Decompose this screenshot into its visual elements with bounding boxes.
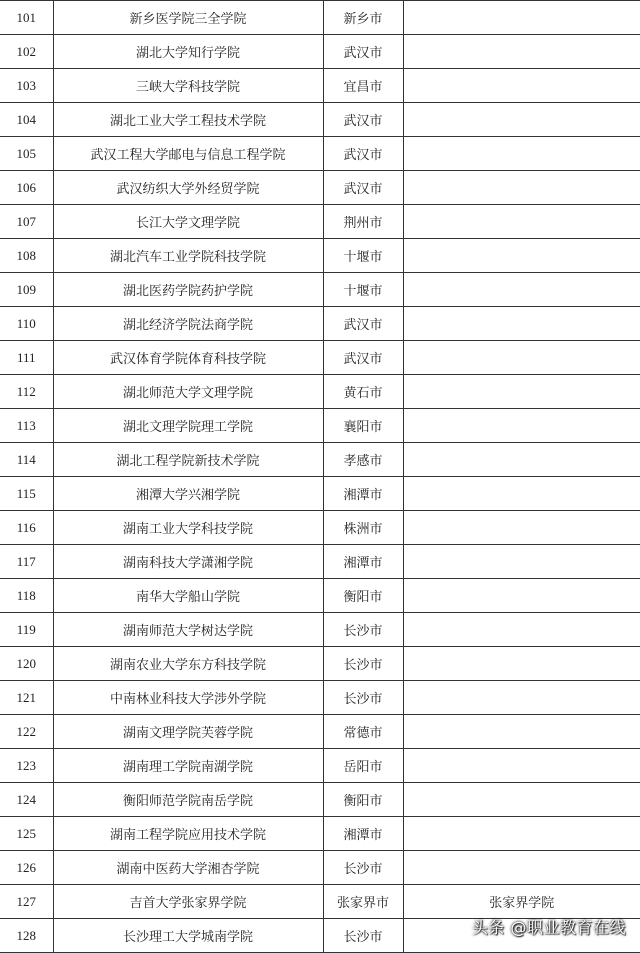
city: 长沙市 <box>323 647 403 681</box>
row-number: 120 <box>0 647 53 681</box>
city: 武汉市 <box>323 171 403 205</box>
college-name: 湖北工程学院新技术学院 <box>53 443 323 477</box>
note: 张家界学院 <box>403 885 640 919</box>
college-name: 长江大学文理学院 <box>53 205 323 239</box>
note <box>403 613 640 647</box>
college-name: 衡阳师范学院南岳学院 <box>53 783 323 817</box>
city: 衡阳市 <box>323 579 403 613</box>
note <box>403 273 640 307</box>
note <box>403 307 640 341</box>
table-row <box>0 103 640 137</box>
table-row <box>0 885 640 919</box>
note <box>403 477 640 511</box>
city: 长沙市 <box>323 681 403 715</box>
city: 湘潭市 <box>323 817 403 851</box>
college-name: 新乡医学院三全学院 <box>53 1 323 35</box>
row-number: 117 <box>0 545 53 579</box>
row-number: 106 <box>0 171 53 205</box>
table-row <box>0 375 640 409</box>
note <box>403 205 640 239</box>
table-row <box>0 69 640 103</box>
city: 十堰市 <box>323 273 403 307</box>
note <box>403 579 640 613</box>
row-number: 108 <box>0 239 53 273</box>
note <box>403 817 640 851</box>
note <box>403 69 640 103</box>
note <box>403 443 640 477</box>
college-name: 湖南中医药大学湘杏学院 <box>53 851 323 885</box>
row-number: 125 <box>0 817 53 851</box>
note <box>403 409 640 443</box>
row-number: 107 <box>0 205 53 239</box>
city: 长沙市 <box>323 613 403 647</box>
city: 黄石市 <box>323 375 403 409</box>
row-number: 127 <box>0 885 53 919</box>
college-name: 湖南科技大学潇湘学院 <box>53 545 323 579</box>
college-name: 武汉体育学院体育科技学院 <box>53 341 323 375</box>
city: 孝感市 <box>323 443 403 477</box>
college-name: 湖南理工学院南湖学院 <box>53 749 323 783</box>
college-table-body <box>0 1 640 953</box>
table-row <box>0 545 640 579</box>
college-name: 吉首大学张家界学院 <box>53 885 323 919</box>
table-row <box>0 749 640 783</box>
table-row <box>0 171 640 205</box>
row-number: 105 <box>0 137 53 171</box>
note <box>403 341 640 375</box>
city: 长沙市 <box>323 919 403 953</box>
table-row <box>0 851 640 885</box>
note <box>403 749 640 783</box>
row-number: 103 <box>0 69 53 103</box>
city: 湘潭市 <box>323 477 403 511</box>
note <box>403 1 640 35</box>
table-row <box>0 477 640 511</box>
city: 常德市 <box>323 715 403 749</box>
college-name: 湖北工业大学工程技术学院 <box>53 103 323 137</box>
row-number: 124 <box>0 783 53 817</box>
row-number: 104 <box>0 103 53 137</box>
note <box>403 171 640 205</box>
row-number: 110 <box>0 307 53 341</box>
row-number: 109 <box>0 273 53 307</box>
table-row <box>0 647 640 681</box>
note <box>403 681 640 715</box>
note <box>403 715 640 749</box>
table-row <box>0 239 640 273</box>
row-number: 101 <box>0 1 53 35</box>
table-row <box>0 409 640 443</box>
row-number: 113 <box>0 409 53 443</box>
city: 新乡市 <box>323 1 403 35</box>
table-row <box>0 341 640 375</box>
row-number: 118 <box>0 579 53 613</box>
note <box>403 137 640 171</box>
college-name: 武汉工程大学邮电与信息工程学院 <box>53 137 323 171</box>
note <box>403 545 640 579</box>
city: 十堰市 <box>323 239 403 273</box>
note <box>403 103 640 137</box>
row-number: 123 <box>0 749 53 783</box>
college-name: 湖南农业大学东方科技学院 <box>53 647 323 681</box>
college-name: 中南林业科技大学涉外学院 <box>53 681 323 715</box>
city: 湘潭市 <box>323 545 403 579</box>
table-row <box>0 307 640 341</box>
city: 张家界市 <box>323 885 403 919</box>
city: 衡阳市 <box>323 783 403 817</box>
table-row <box>0 817 640 851</box>
note <box>403 783 640 817</box>
college-name: 湖北师范大学文理学院 <box>53 375 323 409</box>
table-row <box>0 35 640 69</box>
city: 宜昌市 <box>323 69 403 103</box>
table-row <box>0 681 640 715</box>
table-row <box>0 205 640 239</box>
college-name: 湖南工程学院应用技术学院 <box>53 817 323 851</box>
table-row <box>0 783 640 817</box>
city: 荆州市 <box>323 205 403 239</box>
college-name: 湖北医药学院药护学院 <box>53 273 323 307</box>
note <box>403 35 640 69</box>
row-number: 121 <box>0 681 53 715</box>
note <box>403 511 640 545</box>
row-number: 115 <box>0 477 53 511</box>
row-number: 126 <box>0 851 53 885</box>
college-name: 湖南师范大学树达学院 <box>53 613 323 647</box>
table-row <box>0 273 640 307</box>
row-number: 102 <box>0 35 53 69</box>
city: 株洲市 <box>323 511 403 545</box>
college-name: 长沙理工大学城南学院 <box>53 919 323 953</box>
college-name: 湖南工业大学科技学院 <box>53 511 323 545</box>
city: 武汉市 <box>323 307 403 341</box>
city: 岳阳市 <box>323 749 403 783</box>
college-name: 湖北大学知行学院 <box>53 35 323 69</box>
college-name: 湖北汽车工业学院科技学院 <box>53 239 323 273</box>
row-number: 128 <box>0 919 53 953</box>
row-number: 111 <box>0 341 53 375</box>
row-number: 122 <box>0 715 53 749</box>
table-row <box>0 715 640 749</box>
college-name: 湖南文理学院芙蓉学院 <box>53 715 323 749</box>
table-row <box>0 137 640 171</box>
row-number: 116 <box>0 511 53 545</box>
table-row <box>0 1 640 35</box>
table-row <box>0 511 640 545</box>
row-number: 112 <box>0 375 53 409</box>
college-name: 南华大学船山学院 <box>53 579 323 613</box>
city: 长沙市 <box>323 851 403 885</box>
college-name: 湖北经济学院法商学院 <box>53 307 323 341</box>
city: 襄阳市 <box>323 409 403 443</box>
note <box>403 851 640 885</box>
college-name: 武汉纺织大学外经贸学院 <box>53 171 323 205</box>
city: 武汉市 <box>323 35 403 69</box>
note <box>403 647 640 681</box>
city: 武汉市 <box>323 137 403 171</box>
table-row <box>0 613 640 647</box>
watermark: 头条 @职业教育在线 <box>471 918 626 937</box>
city: 武汉市 <box>323 341 403 375</box>
college-name: 三峡大学科技学院 <box>53 69 323 103</box>
row-number: 114 <box>0 443 53 477</box>
city: 武汉市 <box>323 103 403 137</box>
note <box>403 375 640 409</box>
college-name: 湖北文理学院理工学院 <box>53 409 323 443</box>
row-number: 119 <box>0 613 53 647</box>
table-row <box>0 443 640 477</box>
note <box>403 239 640 273</box>
table-row <box>0 579 640 613</box>
college-name: 湘潭大学兴湘学院 <box>53 477 323 511</box>
